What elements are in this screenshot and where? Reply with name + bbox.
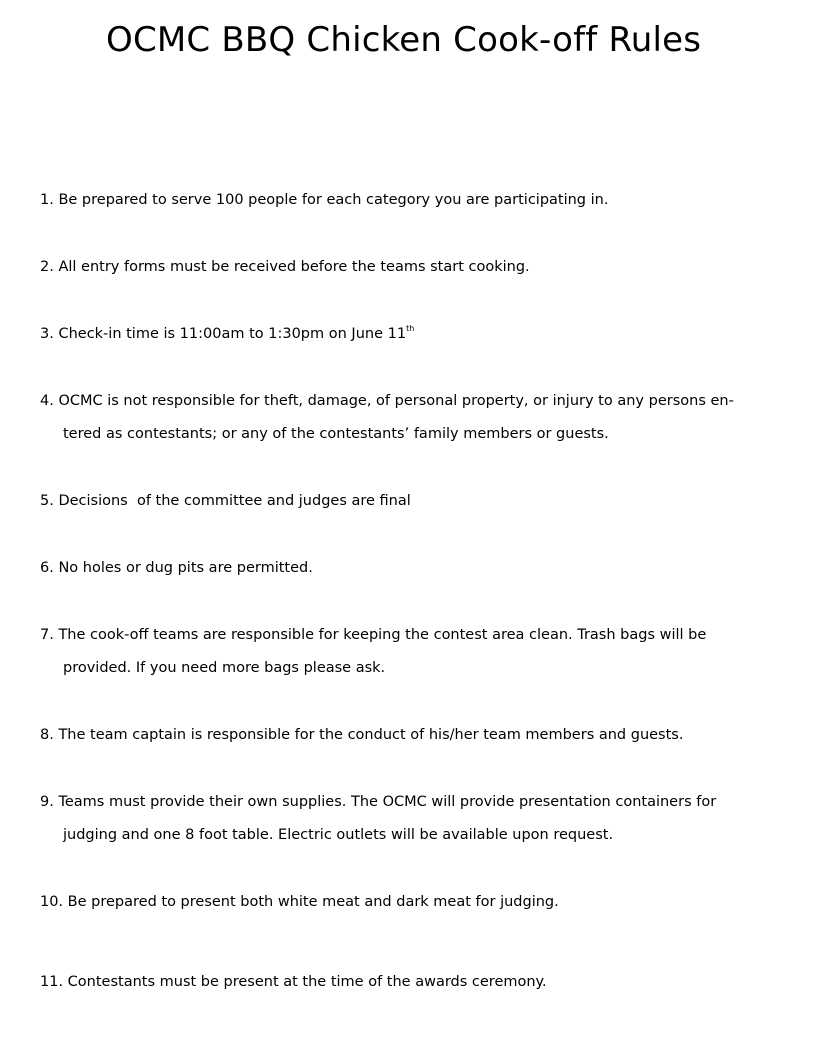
rule-text: Check-in time is 11:00am to 1:30pm on June 11 [58,326,407,342]
rule-6 [40,552,313,585]
rule-text: All entry forms must be received before the teams start cooking. [58,259,530,275]
rule-text: Be prepared to present both white meat and dark meat for judging. [67,894,559,910]
rule-text: No holes or dug pits are permitted. [58,560,313,576]
rule-text: Contestants must be present at the time of the awards ceremony. [67,974,547,990]
rule-8 [40,719,683,752]
rule-text: Be prepared to serve 100 people for each category you are participating in. [58,192,609,208]
rule-number: 11. [40,974,64,990]
rule-text: Teams must provide their own supplies. The OCMC will provide presentation containers for [58,794,717,810]
rule-10 [40,886,559,919]
rule-7 [40,619,706,685]
rule-continuation: tered as contestants; or any of the contestants’ family members or guests. [63,426,609,442]
rule-9 [40,786,716,852]
rule-5 [40,485,411,518]
rule-number: 10. [40,894,64,910]
rule-superscript: th [406,324,415,333]
rule-3 [40,318,414,351]
rule-text: OCMC is not responsible for theft, damage, of personal property, or injury to any persons en- [58,393,734,409]
rule-1 [40,184,608,217]
rule-number: 8. [40,727,54,743]
page-title: OCMC BBQ Chicken Cook-off Rules [106,20,702,60]
rule-text: The team captain is responsible for the conduct of his/her team members and guests. [58,727,684,743]
rule-continuation: judging and one 8 foot table. Electric outlets will be available upon request. [63,827,614,843]
rule-number: 5. [40,493,54,509]
rule-number: 6. [40,560,54,576]
rule-number: 4. [40,393,54,409]
rule-4 [40,385,734,451]
rule-number: 7. [40,627,54,643]
rule-text: The cook-off teams are responsible for keeping the contest area clean. Trash bags will be [58,627,707,643]
rule-11 [40,966,547,999]
rule-number: 2. [40,259,54,275]
rule-text: Decisions of the committee and judges are final [58,493,411,509]
rule-2 [40,251,530,284]
rule-number: 1. [40,192,54,208]
rule-number: 3. [40,326,54,342]
rule-number: 9. [40,794,54,810]
rule-continuation: provided. If you need more bags please ask. [63,660,386,676]
